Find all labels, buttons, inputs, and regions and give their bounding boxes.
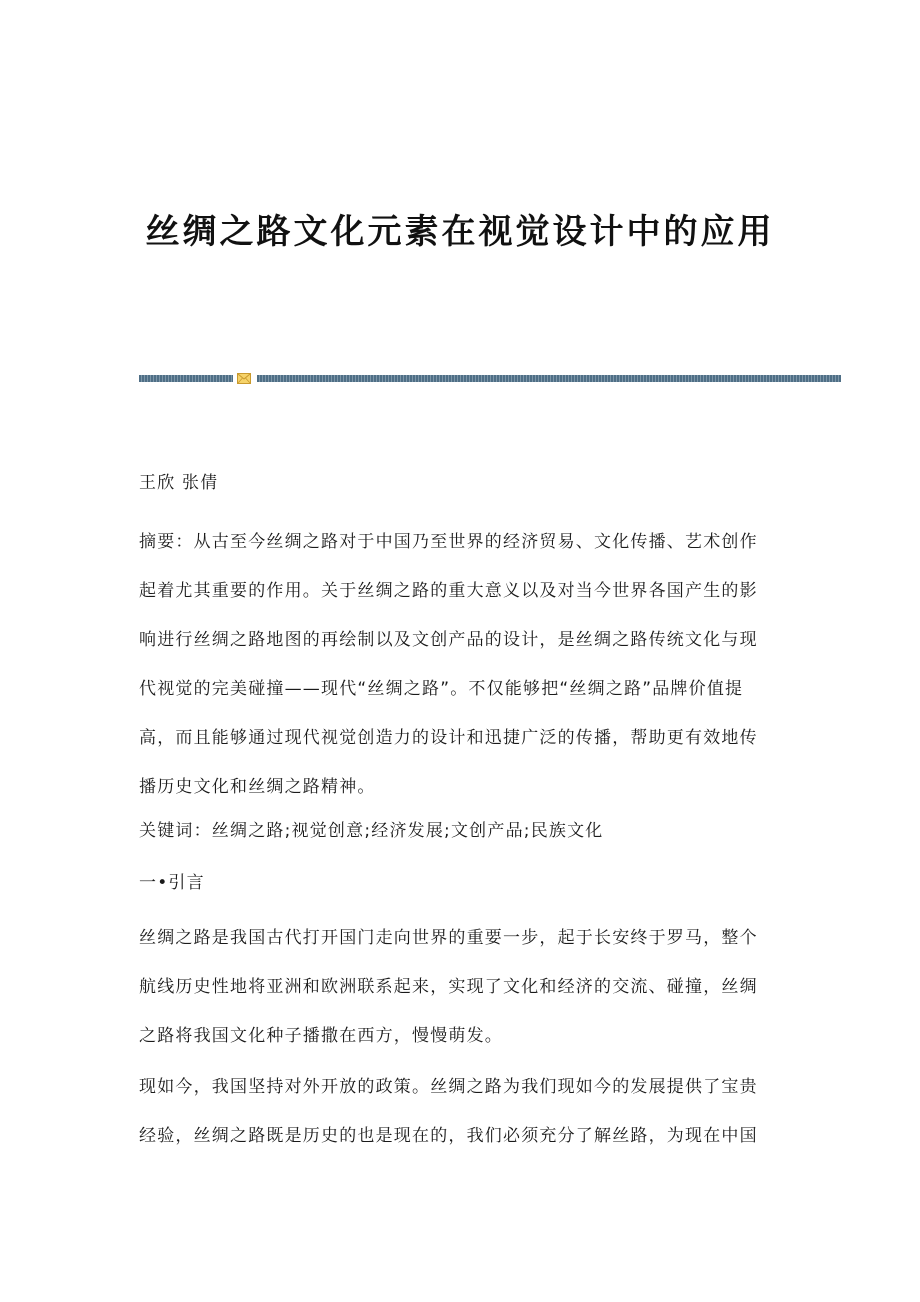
body-paragraph: 现如今，我国坚持对外开放的政策。丝绸之路为我们现如今的发展提供了宝贵经验，丝绸之路既是历史的也是现在的，我们必须充分了解丝路，为现在中国 — [139, 1077, 758, 1146]
divider-bar-left — [139, 375, 233, 382]
body-paragraph: 丝绸之路是我国古代打开国门走向世界的重要一步，起于长安终于罗马，整个航线历史性地将亚洲和欧洲联系起来，实现了文化和经济的交流、碰撞，丝绸之路将我国文化种子播撒在西方，慢慢萌发。 — [139, 928, 758, 1046]
document-body — [139, 466, 773, 1163]
abstract-paragraph: 摘要：从古至今丝绸之路对于中国乃至世界的经济贸易、文化传播、艺术创作起着尤其重要的作用。关于丝绸之路的重大意义以及对当今世界各国产生的影响进行丝绸之路地图的再绘制以及文创产品的设计，是丝绸之路传统文化与现代视觉的完美碰撞——现代“丝绸之路”。不仅能够把“丝绸之路”品牌价值提高，而且能够通过现代视觉创造力的设计和迅捷广泛的传播，帮助更有效地传播历史文化和丝绸之路精神。 — [139, 532, 758, 797]
envelope-ornament-icon — [237, 373, 251, 384]
divider-bar-right — [257, 375, 841, 382]
document-title: 丝绸之路文化元素在视觉设计中的应用 — [145, 212, 775, 252]
keywords-line: 关键词：丝绸之路;视觉创意;经济发展;文创产品;民族文化 — [139, 821, 604, 841]
section-heading: 一•引言 — [139, 873, 205, 893]
authors-line: 王欣 张倩 — [139, 473, 219, 493]
title-divider — [139, 373, 841, 385]
